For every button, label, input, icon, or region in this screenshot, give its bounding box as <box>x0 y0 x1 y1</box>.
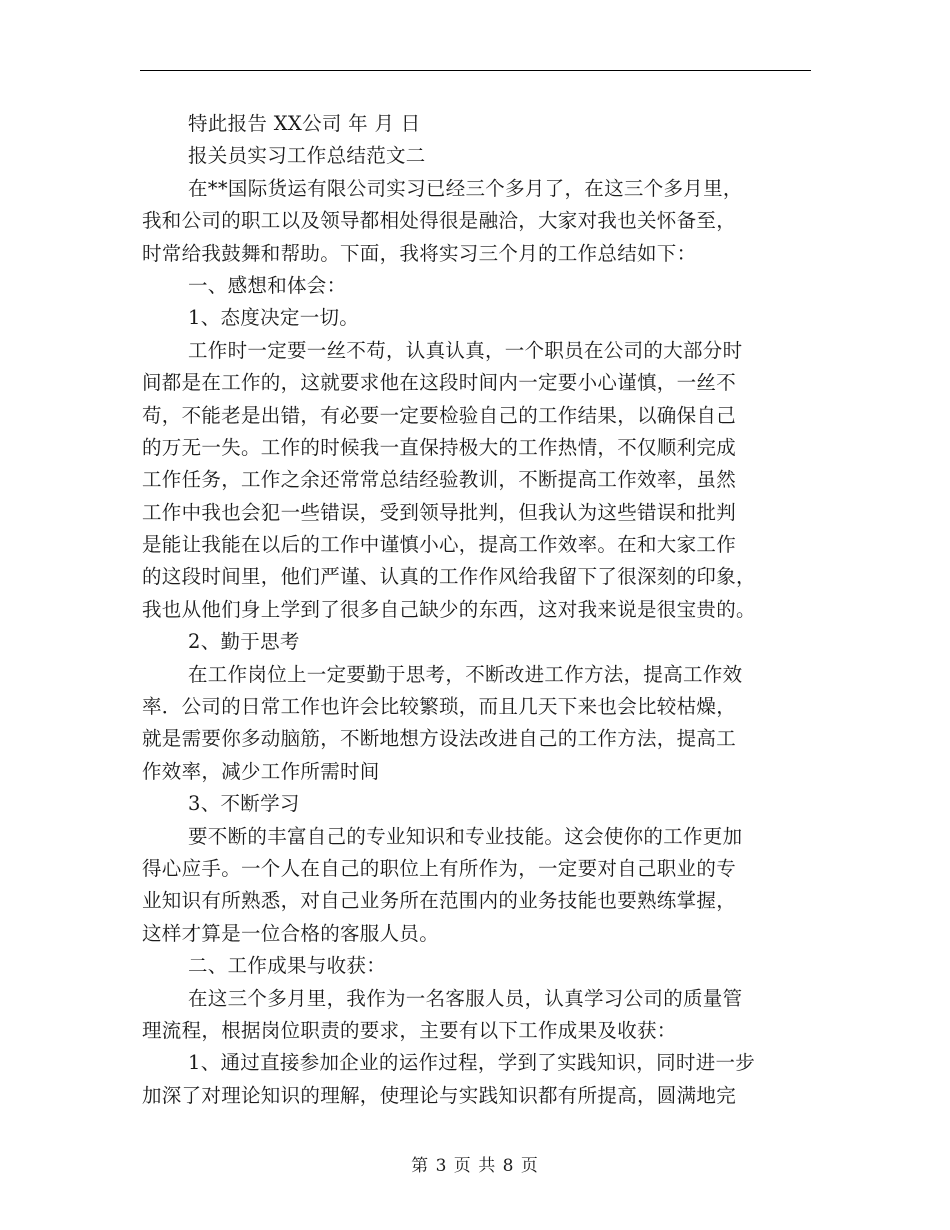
text-line: 在工作岗位上一定要勤于思考，不断改进工作方法，提高工作效 <box>188 662 743 686</box>
text-line: 理流程，根据岗位职责的要求，主要有以下工作成果及收获： <box>142 1018 677 1042</box>
page-number-footer: 第 3 页 共 8 页 <box>411 1156 539 1176</box>
text-line: 的万无一失。工作的时候我一直保持极大的工作热情，不仅顺利完成 <box>142 435 737 459</box>
subsection-heading: 2、勤于思考 <box>188 630 300 654</box>
text-line: 苟，不能老是出错，有必要一定要检验自己的工作结果，以确保自己 <box>142 403 737 427</box>
text-line: 特此报告 XX公司 年 月 日 <box>188 112 421 135</box>
text-line: 间都是在工作的，这就要求他在这段时间内一定要小心谨慎，一丝不 <box>142 371 737 395</box>
text-line: 业知识有所熟悉，对自己业务所在范围内的业务技能也要熟练掌握， <box>142 889 737 913</box>
text-line: 要不断的丰富自己的专业知识和专业技能。这会使你的工作更加 <box>188 824 743 848</box>
text-line: 我也从他们身上学到了很多自己缺少的东西，这对我来说是很宝贵的。 <box>142 597 756 621</box>
document-body <box>142 108 814 1112</box>
header-rule <box>140 70 811 71</box>
subsection-heading: 1、态度决定一切。 <box>188 306 360 330</box>
text-line: 这样才算是一位合格的客服人员。 <box>142 921 440 945</box>
text-line: 是能让我能在以后的工作中谨慎小心，提高工作效率。在和大家工作 <box>142 533 737 557</box>
text-line: 工作时一定要一丝不苟，认真认真，一个职员在公司的大部分时 <box>188 338 743 362</box>
text-line: 作效率，减少工作所需时间 <box>142 759 380 783</box>
text-line: 工作中我也会犯一些错误，受到领导批判，但我认为这些错误和批判 <box>142 500 737 524</box>
subsection-heading: 3、不断学习 <box>188 792 300 816</box>
text-line: 我和公司的职工以及领导都相处得很是融洽，大家对我也关怀备至， <box>142 209 737 233</box>
text-line: 时常给我鼓舞和帮助。下面，我将实习三个月的工作总结如下： <box>142 241 697 265</box>
section-heading: 二、工作成果与收获： <box>188 954 387 978</box>
text-line: 加深了对理论知识的理解，使理论与实践知识都有所提高，圆满地完 <box>142 1083 737 1107</box>
text-line: 1、通过直接参加企业的运作过程，学到了实践知识，同时进一步 <box>188 1051 756 1075</box>
text-line: 就是需要你多动脑筋，不断地想方设法改进自己的工作方法，提高工 <box>142 727 737 751</box>
text-line: 率．公司的日常工作也许会比较繁琐，而且几天下来也会比较枯燥， <box>142 695 737 719</box>
section-heading: 一、感想和体会： <box>188 273 347 297</box>
text-line: 的这段时间里，他们严谨、认真的工作作风给我留下了很深刻的印象， <box>142 565 756 589</box>
text-line: 工作任务，工作之余还常常总结经验教训，不断提高工作效率，虽然 <box>142 468 737 492</box>
text-line: 报关员实习工作总结范文二 <box>188 144 426 168</box>
text-line: 得心应手。一个人在自己的职位上有所作为，一定要对自己职业的专 <box>142 856 737 880</box>
text-line: 在这三个多月里，我作为一名客服人员，认真学习公司的质量管 <box>188 986 743 1010</box>
text-line: 在**国际货运有限公司实习已经三个多月了，在这三个多月里， <box>188 176 743 200</box>
